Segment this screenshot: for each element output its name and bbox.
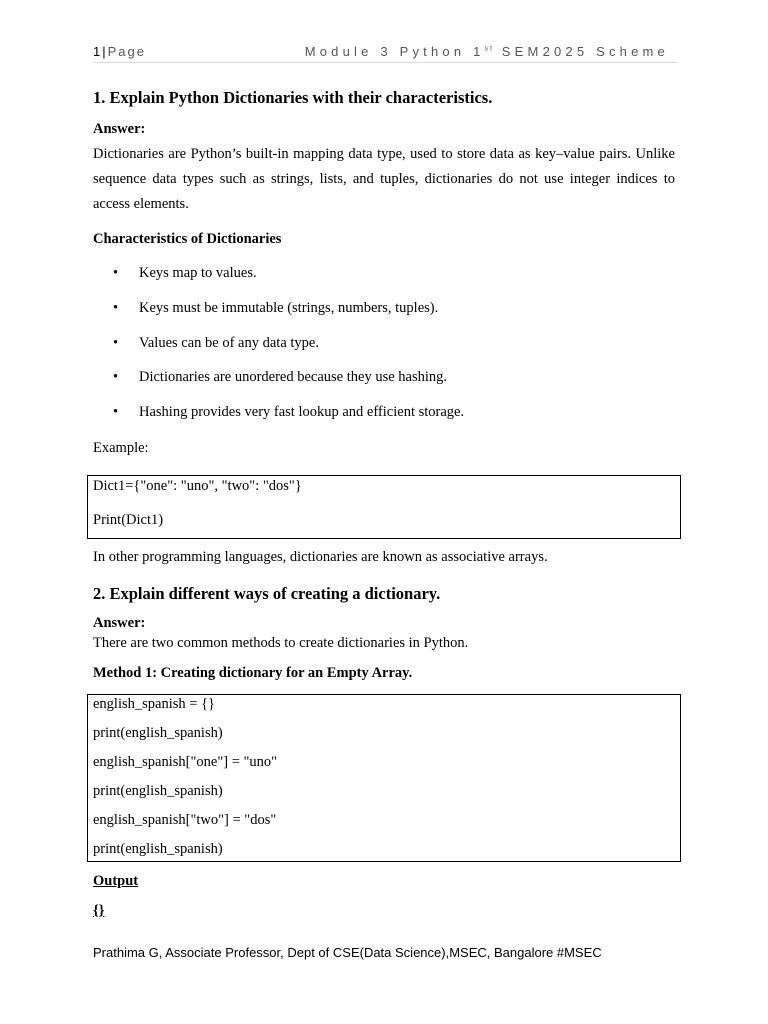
list-item — [113, 404, 464, 439]
output-line: {} — [93, 903, 105, 919]
example-code-box — [87, 475, 681, 539]
bullet-icon: • — [113, 334, 119, 351]
bullet-icon: • — [113, 265, 119, 281]
q1-answer-label: Answer: — [93, 121, 146, 137]
page-separator: | — [102, 44, 108, 59]
code-line: Print(Dict1) — [93, 512, 164, 528]
list-item — [113, 335, 464, 370]
characteristics-heading: Characteristics of Dictionaries — [93, 231, 282, 247]
q1-note: In other programming languages, dictionaries are known as associative arrays. — [93, 549, 548, 565]
code-line: print(english_spanish) — [93, 783, 223, 799]
page-number: 1 — [93, 44, 103, 59]
list-item-text: Keys must be immutable (strings, numbers, tuples). — [139, 299, 439, 316]
list-item — [113, 369, 464, 404]
list-item — [113, 265, 464, 300]
module-scheme: SEM2025 Scheme — [501, 44, 669, 59]
q2-title: 2. Explain different ways of creating a dictionary. — [93, 584, 441, 603]
list-item — [113, 300, 464, 335]
q1-paragraph: Dictionaries are Python’s built-in mapping data type, used to store data as key–value pairs. Unlike sequence data types such as strings, lists, and tuples, dictionaries do not use integer indices to access elements. — [93, 146, 675, 212]
list-item-text: Keys map to values. — [139, 265, 257, 281]
page-footer: Prathima G, Associate Professor, Dept of CSE(Data Science),MSEC, Bangalore #MSEC — [93, 945, 602, 960]
q2-intro: There are two common methods to create dictionaries in Python. — [93, 635, 469, 651]
code-line: english_spanish["one"] = "uno" — [93, 754, 278, 770]
bullet-icon: • — [113, 299, 119, 316]
module-title-text: Module 3 Python 1 — [304, 44, 485, 59]
q1-title: 1. Explain Python Dictionaries with their characteristics. — [93, 88, 493, 107]
code-line: Dict1={"one": "uno", "two": "dos"} — [93, 478, 302, 494]
code-line: english_spanish["two"] = "dos" — [93, 812, 277, 828]
page-header — [93, 42, 677, 63]
q2-answer-label: Answer: — [93, 615, 146, 631]
example-label: Example: — [93, 440, 149, 456]
bullet-icon: • — [113, 404, 119, 421]
page-indicator — [93, 44, 146, 59]
list-item-text: Dictionaries are unordered because they use hashing. — [139, 369, 448, 386]
output-label: Output — [93, 873, 139, 889]
code-line: print(english_spanish) — [93, 841, 223, 857]
bullet-icon: • — [113, 369, 119, 386]
list-item-text: Values can be of any data type. — [139, 334, 319, 351]
code-line: english_spanish = {} — [93, 696, 215, 712]
page-label: Page — [107, 44, 146, 59]
method1-heading: Method 1: Creating dictionary for an Empty Array. — [93, 665, 413, 681]
method1-code-box — [87, 694, 681, 862]
module-title — [305, 44, 669, 59]
list-item-text: Hashing provides very fast lookup and efficient storage. — [139, 404, 465, 421]
code-line: print(english_spanish) — [93, 725, 223, 741]
characteristics-list — [113, 265, 464, 439]
module-title-sup: st — [484, 45, 494, 53]
